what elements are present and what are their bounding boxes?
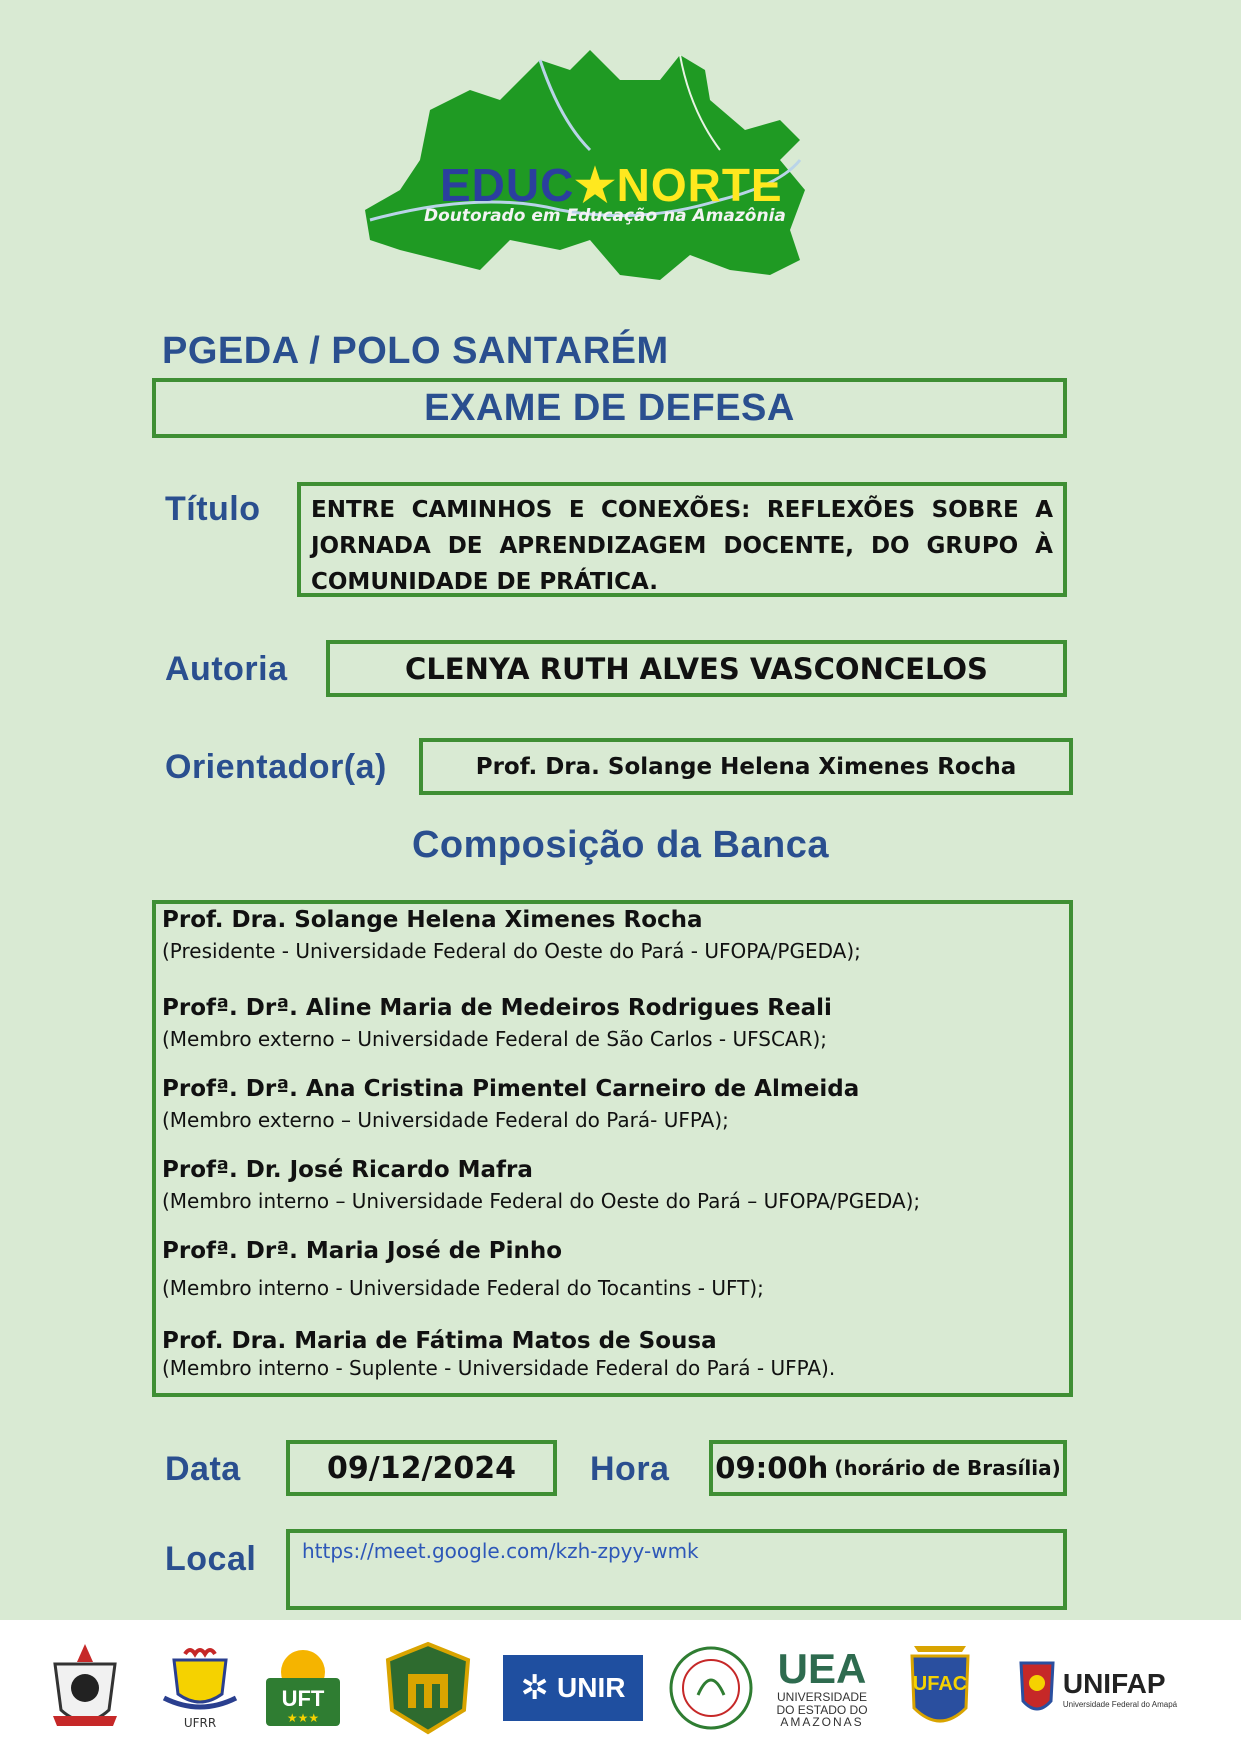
time-box <box>709 1440 1067 1496</box>
exam-title: EXAME DE DEFESA <box>424 386 795 429</box>
exam-title-box <box>152 378 1067 438</box>
date-label: Data <box>165 1450 241 1488</box>
member-role: (Membro interno – Universidade Federal do Oeste do Pará – UFOPA/PGEDA); <box>162 1189 921 1213</box>
author-value: CLENYA RUTH ALVES VASCONCELOS <box>405 651 988 686</box>
list-item <box>162 907 861 963</box>
ufopa-logo-icon <box>40 1638 130 1738</box>
place-box <box>286 1529 1067 1610</box>
logo-brand-right: NORTE <box>616 159 783 211</box>
unifap-subtitle: Universidade Federal do Amapá <box>1062 1699 1178 1709</box>
star-icon: ★ <box>574 159 617 211</box>
member-role: (Membro externo – Universidade Federal de São Carlos - UFSCAR); <box>162 1027 828 1051</box>
advisor-label: Orientador(a) <box>165 748 387 786</box>
time-label: Hora <box>590 1450 670 1488</box>
footer-logos <box>0 1620 1241 1755</box>
program-heading: PGEDA / POLO SANTARÉM <box>162 330 669 372</box>
member-name: Profª. Drª. Maria José de Pinho <box>162 1238 563 1264</box>
unir-logo <box>502 1638 644 1738</box>
uea-logo <box>772 1638 872 1738</box>
time-value: 09:00h <box>715 1451 829 1485</box>
member-role: (Presidente - Universidade Federal do Oeste do Pará - UFOPA/PGEDA); <box>162 939 861 963</box>
ufac-shield-icon <box>904 1638 976 1738</box>
title-label: Título <box>165 490 261 528</box>
logo-wordmark <box>440 158 783 212</box>
member-role: (Membro interno - Suplente - Universidade Federal do Pará - UFPA). <box>162 1356 836 1380</box>
uepa-seal-icon <box>666 1638 756 1738</box>
list-item <box>162 1238 764 1300</box>
uft-emblem-icon <box>260 1642 346 1734</box>
meeting-link[interactable]: https://meet.google.com/kzh-zpyy-wmk <box>302 1539 699 1563</box>
unifap-emblem-icon <box>1017 1657 1057 1719</box>
unifap-text: UNIFAP <box>1062 1667 1166 1699</box>
advisor-box <box>419 738 1073 795</box>
svg-text:★★★: ★★★ <box>286 1711 320 1725</box>
ufrr-emblem-icon <box>160 1646 240 1716</box>
committee-heading: Composição da Banca <box>411 824 830 866</box>
member-role: (Membro interno - Universidade Federal do Tocantins - UFT); <box>162 1276 764 1300</box>
member-name: Profª. Dr. José Ricardo Mafra <box>162 1157 533 1183</box>
author-label: Autoria <box>165 650 288 688</box>
ufrr-text: UFRR <box>183 1716 217 1730</box>
ufrr-logo <box>155 1638 245 1738</box>
svg-text:UFT: UFT <box>281 1686 325 1711</box>
ufac-logo <box>900 1638 980 1738</box>
logo-brand-left: EDUC <box>440 159 575 211</box>
member-name: Prof. Dra. Maria de Fátima Matos de Sousa <box>162 1328 717 1354</box>
member-name: Prof. Dra. Solange Helena Ximenes Rocha <box>162 907 703 933</box>
svg-text:UFAC: UFAC <box>912 1673 968 1695</box>
educanorte-logo <box>360 40 880 310</box>
list-item <box>162 1328 835 1380</box>
uea-line3: AMAZONAS <box>780 1715 864 1730</box>
list-item <box>162 1157 920 1213</box>
member-name: Profª. Drª. Aline Maria de Medeiros Rodrigues Reali <box>162 995 832 1021</box>
title-value: ENTRE CAMINHOS E CONEXÕES: REFLEXÕES SOBRE A JORNADA DE APRENDIZAGEM DOCENTE, DO GRUPO À COMUNIDADE DE PRÁTICA. <box>311 497 1053 595</box>
advisor-value: Prof. Dra. Solange Helena Ximenes Rocha <box>475 753 1017 780</box>
time-note: (horário de Brasília) <box>834 1456 1061 1480</box>
author-box <box>326 640 1067 697</box>
member-name: Profª. Drª. Ana Cristina Pimentel Carneiro de Almeida <box>162 1076 860 1102</box>
title-box <box>297 482 1067 597</box>
date-value: 09/12/2024 <box>327 1450 516 1486</box>
uft-logo <box>258 1638 348 1738</box>
unifap-logo <box>1012 1638 1182 1738</box>
date-box <box>286 1440 557 1496</box>
unir-star-icon: ✲ <box>520 1668 550 1708</box>
committee-box <box>152 900 1073 1397</box>
list-item <box>162 995 832 1051</box>
uea-line2: DO ESTADO DO <box>776 1702 868 1717</box>
uea-text: UEA <box>777 1645 867 1693</box>
logo-subtitle: Doutorado em Educação na Amazônia <box>424 206 786 226</box>
list-item <box>162 1076 859 1132</box>
member-role: (Membro externo – Universidade Federal do Pará- UFPA); <box>162 1108 729 1132</box>
ufam-logo-icon <box>378 1638 478 1738</box>
place-label: Local <box>165 1540 257 1578</box>
uea-line1: UNIVERSIDADE <box>776 1690 868 1705</box>
unir-text: UNIR <box>557 1672 626 1703</box>
